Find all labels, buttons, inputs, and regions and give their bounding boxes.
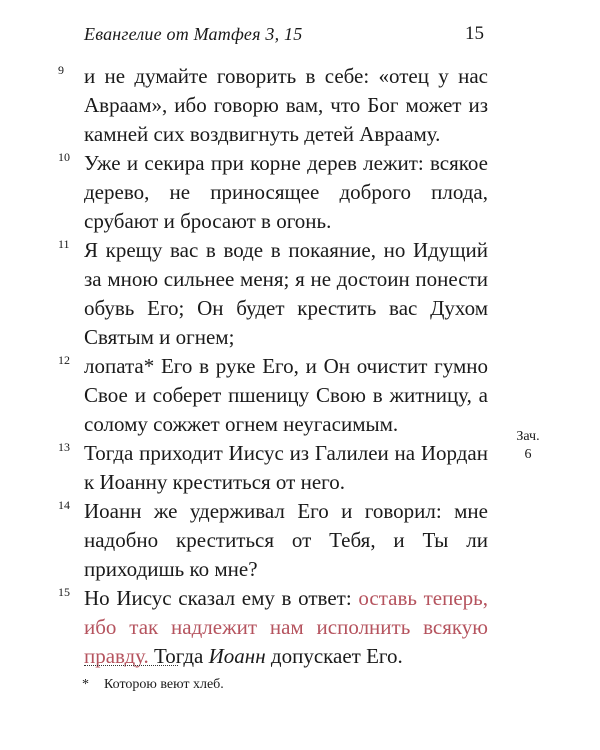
verse-text: Я крещу вас в воде в покаяние, но Идущий за мною сильнее меня; я не достоин понести обувь Его; Он будет крестить вас Духом Святым и огнем; bbox=[84, 238, 488, 349]
reading-marker-number: 6 bbox=[524, 447, 532, 462]
verse-text: Иоанн же удерживал Его и говорил: мне надобно креститься от Тебя, и Ты ли приходишь ко мне? bbox=[84, 499, 488, 581]
footnote-rule bbox=[84, 665, 178, 666]
verse-text: и не думайте говорить в себе: «отец у нас Авраам», ибо говорю вам, что Бог может из камней сих воздвигнуть детей Аврааму. bbox=[84, 64, 488, 146]
page-number: 15 bbox=[465, 23, 484, 44]
verse-10 bbox=[58, 149, 488, 236]
verse-number: 14 bbox=[58, 498, 70, 512]
verse-text: лопата* Его в руке Его, и Он очистит гумно Свое и соберет пшеницу Свою в житницу, а солому сожжет огнем неугасимым. bbox=[84, 354, 488, 436]
verse-text-italic: Иоанн bbox=[208, 644, 266, 668]
verse-text: Но Иисус сказал ему в ответ: bbox=[84, 586, 359, 610]
verse-14 bbox=[58, 497, 488, 584]
verse-text: Тогда приходит Иисус из Галилеи на Иордан к Иоанну креститься от него. bbox=[84, 441, 488, 494]
verse-text: Уже и секира при корне дерев лежит: всякое дерево, не приносящее доброго плода, срубают и бросают в огонь. bbox=[84, 151, 488, 233]
verse-number: 15 bbox=[58, 585, 70, 599]
running-title: Евангелие от Матфея 3, 15 bbox=[84, 24, 303, 44]
reading-marker bbox=[506, 428, 550, 464]
reading-marker-label: Зач. bbox=[516, 429, 540, 444]
verse-number: 12 bbox=[58, 353, 70, 367]
scripture-text bbox=[58, 62, 488, 671]
verse-number: 9 bbox=[58, 63, 64, 77]
verse-text: допускает Его. bbox=[265, 644, 403, 668]
verse-number: 10 bbox=[58, 150, 70, 164]
verse-13 bbox=[58, 439, 488, 497]
verse-text: Тогда bbox=[148, 644, 209, 668]
verse-12 bbox=[58, 352, 488, 439]
verse-number: 13 bbox=[58, 440, 70, 454]
verse-11 bbox=[58, 236, 488, 352]
words-of-christ: оставь теперь, ибо так надлежит нам исполнить всякую правду. bbox=[84, 586, 488, 668]
running-header bbox=[84, 24, 484, 48]
verse-9 bbox=[58, 62, 488, 149]
verse-number: 11 bbox=[58, 237, 70, 251]
footnote-text: Которою веют хлеб. bbox=[104, 677, 224, 692]
verse-15 bbox=[58, 584, 488, 671]
footnote-marker: * bbox=[82, 677, 89, 692]
